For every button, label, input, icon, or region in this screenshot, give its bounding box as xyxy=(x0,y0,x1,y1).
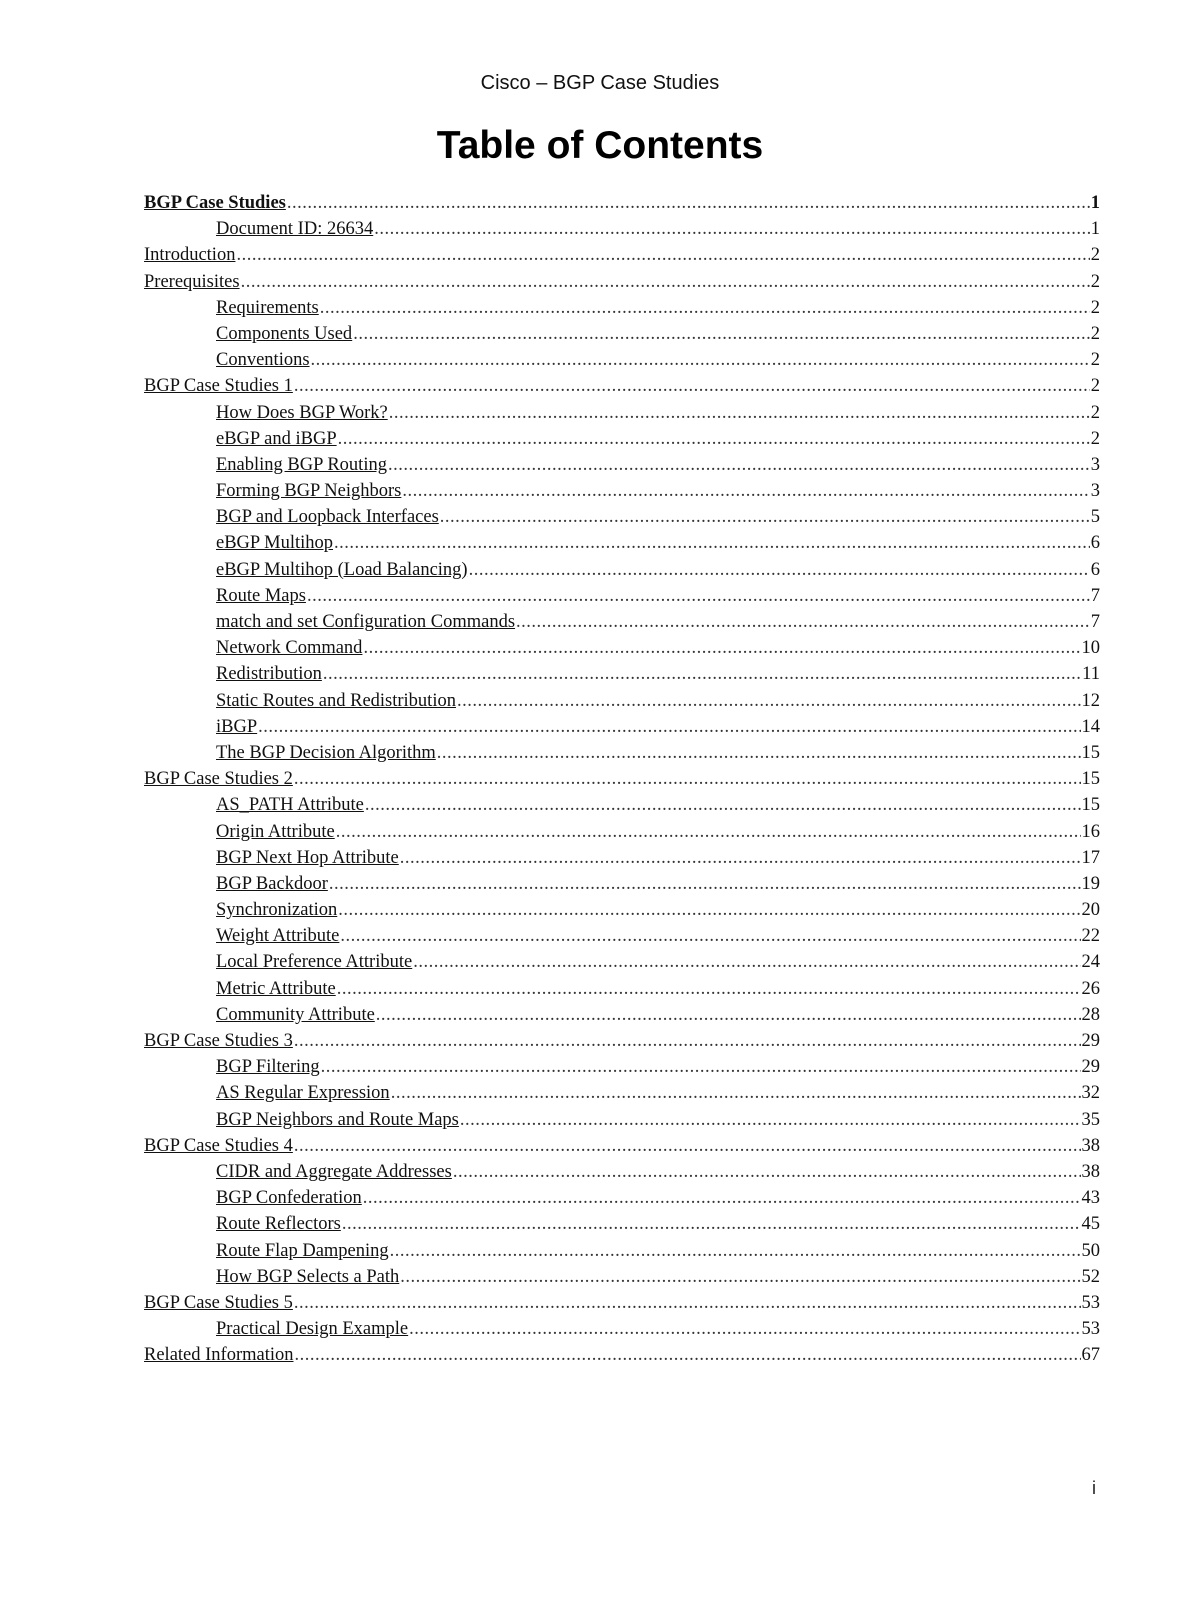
toc-page-number: 11 xyxy=(1082,664,1100,685)
dot-leader xyxy=(363,635,1080,661)
dot-leader xyxy=(321,1054,1081,1080)
table-of-contents xyxy=(144,190,1100,1368)
toc-page-number: 2 xyxy=(1090,350,1100,371)
dot-leader xyxy=(440,504,1090,530)
toc-page-number: 7 xyxy=(1090,612,1100,632)
toc-entry[interactable] xyxy=(144,740,1100,766)
toc-entry[interactable] xyxy=(144,1264,1100,1290)
dot-leader xyxy=(294,766,1081,792)
dot-leader xyxy=(400,845,1081,871)
dot-leader xyxy=(342,1211,1081,1237)
dot-leader xyxy=(337,976,1081,1002)
toc-entry-link[interactable]: BGP Case Studies xyxy=(144,193,286,213)
toc-entry[interactable] xyxy=(144,321,1100,347)
dot-leader xyxy=(236,242,1089,268)
dot-leader xyxy=(329,871,1081,897)
toc-entry-link[interactable]: BGP Confederation xyxy=(216,1188,362,1209)
dot-leader xyxy=(294,1028,1081,1054)
toc-entry[interactable] xyxy=(144,609,1100,635)
toc-page-number: 2 xyxy=(1090,245,1100,266)
toc-entry[interactable] xyxy=(144,1028,1100,1054)
toc-entry-link[interactable]: Synchronization xyxy=(216,900,338,921)
toc-entry[interactable] xyxy=(144,400,1100,426)
dot-leader xyxy=(365,792,1081,818)
toc-entry-link[interactable]: eBGP Multihop xyxy=(216,533,334,554)
toc-page-number: 35 xyxy=(1081,1109,1100,1130)
dot-leader xyxy=(516,609,1090,635)
toc-entry[interactable] xyxy=(144,1238,1100,1264)
toc-entry[interactable] xyxy=(144,190,1100,216)
dot-leader xyxy=(287,190,1090,216)
toc-entry[interactable] xyxy=(144,661,1100,687)
dot-leader xyxy=(388,452,1090,478)
toc-page-number: 1 xyxy=(1090,219,1100,240)
toc-entry-link[interactable]: Conventions xyxy=(216,350,310,371)
toc-entry[interactable] xyxy=(144,949,1100,975)
toc-entry-link[interactable]: Static Routes and Redistribution xyxy=(216,690,456,711)
toc-entry-link[interactable]: Introduction xyxy=(144,245,236,266)
dot-leader xyxy=(413,949,1080,975)
toc-entry-link[interactable]: How BGP Selects a Path xyxy=(216,1266,400,1287)
toc-entry-link[interactable]: Forming BGP Neighbors xyxy=(216,481,402,502)
toc-page-number: 19 xyxy=(1081,873,1100,894)
toc-entry-link[interactable]: BGP Case Studies 4 xyxy=(144,1135,293,1156)
dot-leader xyxy=(294,1133,1081,1159)
toc-entry[interactable] xyxy=(144,1159,1100,1185)
toc-entry[interactable] xyxy=(144,557,1100,583)
toc-entry-link[interactable]: Enabling BGP Routing xyxy=(216,454,387,475)
dot-leader xyxy=(469,557,1090,583)
toc-page-number: 15 xyxy=(1081,795,1100,816)
toc-entry[interactable] xyxy=(144,1185,1100,1211)
dot-leader xyxy=(374,216,1090,242)
toc-entry-link[interactable]: Related Information xyxy=(144,1345,294,1366)
toc-entry-link[interactable]: Community Attribute xyxy=(216,1004,375,1025)
toc-page-number: 24 xyxy=(1081,952,1100,973)
toc-page-number: 53 xyxy=(1081,1319,1100,1340)
toc-entry[interactable] xyxy=(144,269,1100,295)
toc-page-number: 10 xyxy=(1081,638,1100,659)
toc-entry[interactable] xyxy=(144,714,1100,740)
toc-page-number: 14 xyxy=(1081,716,1100,737)
toc-entry[interactable] xyxy=(144,635,1100,661)
toc-entry-link[interactable]: BGP Case Studies 1 xyxy=(144,376,293,397)
toc-page-number: 7 xyxy=(1090,585,1100,606)
toc-entry-link[interactable]: match and set Configuration Commands xyxy=(216,612,516,632)
dot-leader xyxy=(336,819,1081,845)
toc-entry-link[interactable]: BGP and Loopback Interfaces xyxy=(216,507,439,528)
dot-leader xyxy=(294,1290,1081,1316)
toc-entry[interactable] xyxy=(144,295,1100,321)
toc-entry[interactable] xyxy=(144,1211,1100,1237)
toc-entry-link[interactable]: AS_PATH Attribute xyxy=(216,795,364,816)
toc-entry[interactable] xyxy=(144,373,1100,399)
dot-leader xyxy=(391,1080,1081,1106)
toc-entry[interactable] xyxy=(144,347,1100,373)
toc-entry[interactable] xyxy=(144,976,1100,1002)
toc-entry-link[interactable]: The BGP Decision Algorithm xyxy=(216,742,436,763)
toc-entry[interactable] xyxy=(144,504,1100,530)
dot-leader xyxy=(453,1159,1081,1185)
dot-leader xyxy=(353,321,1090,347)
toc-page-number: 15 xyxy=(1081,769,1100,790)
toc-entry-link[interactable]: Route Maps xyxy=(216,585,306,606)
toc-page-number: 12 xyxy=(1081,690,1100,711)
dot-leader xyxy=(241,269,1090,295)
toc-entry[interactable] xyxy=(144,792,1100,818)
dot-leader xyxy=(307,583,1090,609)
dot-leader xyxy=(340,923,1080,949)
toc-page-number: 45 xyxy=(1081,1214,1100,1235)
dot-leader xyxy=(389,400,1090,426)
toc-entry-link[interactable]: Practical Design Example xyxy=(216,1319,409,1340)
toc-entry-link[interactable]: Local Preference Attribute xyxy=(216,952,413,973)
toc-entry-link[interactable]: Redistribution xyxy=(216,664,322,685)
dot-leader xyxy=(295,1342,1081,1368)
toc-entry-link[interactable]: Route Reflectors xyxy=(216,1214,341,1235)
toc-page-number: 2 xyxy=(1090,428,1100,449)
toc-page-number: 43 xyxy=(1081,1188,1100,1209)
toc-entry-link[interactable]: Origin Attribute xyxy=(216,821,335,842)
toc-entry-link[interactable]: BGP Case Studies 3 xyxy=(144,1031,293,1051)
toc-page-number: 29 xyxy=(1081,1031,1100,1051)
page-title: Table of Contents xyxy=(436,124,764,167)
dot-leader xyxy=(294,373,1090,399)
toc-entry-link[interactable]: Metric Attribute xyxy=(216,978,336,999)
toc-entry[interactable] xyxy=(144,426,1100,452)
dot-leader xyxy=(390,1238,1081,1264)
toc-entry-link[interactable]: Weight Attribute xyxy=(216,926,340,947)
toc-entry-link[interactable]: Network Command xyxy=(216,638,363,659)
toc-entry[interactable] xyxy=(144,1342,1100,1368)
toc-page-number: 5 xyxy=(1090,507,1100,528)
toc-page-number: 32 xyxy=(1081,1083,1100,1104)
toc-page-number: 26 xyxy=(1081,978,1100,999)
toc-page-number: 16 xyxy=(1081,821,1100,842)
toc-page-number: 28 xyxy=(1081,1004,1100,1025)
toc-entry[interactable] xyxy=(144,1133,1100,1159)
toc-page-number: 2 xyxy=(1090,323,1100,344)
toc-entry[interactable] xyxy=(144,242,1100,268)
toc-entry-link[interactable]: How Does BGP Work? xyxy=(216,402,388,423)
toc-entry-link[interactable]: Requirements xyxy=(216,297,319,318)
toc-page-number: 29 xyxy=(1081,1057,1100,1078)
toc-page-number: 17 xyxy=(1081,847,1100,868)
dot-leader xyxy=(363,1185,1081,1211)
toc-page-number: 52 xyxy=(1081,1266,1100,1287)
toc-page-number: 38 xyxy=(1081,1161,1100,1182)
toc-entry-link[interactable]: BGP Next Hop Attribute xyxy=(216,847,399,868)
toc-entry-link[interactable]: BGP Filtering xyxy=(216,1057,320,1078)
toc-entry[interactable] xyxy=(144,1080,1100,1106)
dot-leader xyxy=(334,530,1090,556)
toc-page-number: 3 xyxy=(1090,454,1100,475)
toc-entry[interactable] xyxy=(144,1290,1100,1316)
toc-page-number: 1 xyxy=(1090,193,1100,213)
toc-entry-link[interactable]: BGP Case Studies 5 xyxy=(144,1292,293,1313)
dot-leader xyxy=(338,897,1080,923)
dot-leader xyxy=(311,347,1090,373)
toc-page-number: 2 xyxy=(1090,271,1100,292)
dot-leader xyxy=(320,295,1090,321)
toc-entry-link[interactable]: Route Flap Dampening xyxy=(216,1240,389,1261)
toc-page-number: 38 xyxy=(1081,1135,1100,1156)
toc-page-number: 15 xyxy=(1081,742,1100,763)
toc-entry[interactable] xyxy=(144,216,1100,242)
toc-page-number: 22 xyxy=(1081,926,1100,947)
toc-page-number: 6 xyxy=(1090,559,1100,580)
dot-leader xyxy=(409,1316,1080,1342)
toc-entry-link[interactable]: Document ID: 26634 xyxy=(216,219,374,240)
toc-entry[interactable] xyxy=(144,871,1100,897)
toc-page-number: 2 xyxy=(1090,297,1100,318)
page-number: i xyxy=(1092,1478,1096,1498)
toc-entry[interactable] xyxy=(144,766,1100,792)
toc-entry[interactable] xyxy=(144,530,1100,556)
toc-entry-link[interactable]: eBGP and iBGP xyxy=(216,428,337,449)
dot-leader xyxy=(338,426,1090,452)
toc-page-number: 2 xyxy=(1090,376,1100,397)
toc-entry[interactable] xyxy=(144,923,1100,949)
dot-leader xyxy=(323,661,1081,687)
toc-entry[interactable] xyxy=(144,1002,1100,1028)
dot-leader xyxy=(258,714,1080,740)
toc-entry-link[interactable]: Prerequisites xyxy=(144,271,240,292)
dot-leader xyxy=(457,688,1081,714)
toc-entry[interactable] xyxy=(144,583,1100,609)
toc-page-number: 2 xyxy=(1090,402,1100,423)
toc-entry-link[interactable]: BGP Case Studies 2 xyxy=(144,769,293,790)
toc-entry-link[interactable]: BGP Neighbors and Route Maps xyxy=(216,1109,459,1130)
toc-entry[interactable] xyxy=(144,897,1100,923)
toc-page-number: 3 xyxy=(1090,481,1100,502)
toc-entry[interactable] xyxy=(144,1107,1100,1133)
toc-page-number: 6 xyxy=(1090,533,1100,554)
toc-entry-link[interactable]: iBGP xyxy=(216,716,258,737)
toc-page-number: 20 xyxy=(1081,900,1100,921)
toc-entry-link[interactable]: CIDR and Aggregate Addresses xyxy=(216,1161,452,1182)
toc-page-number: 53 xyxy=(1081,1292,1100,1313)
toc-entry-link[interactable]: BGP Backdoor xyxy=(216,873,328,894)
toc-entry-link[interactable]: eBGP Multihop (Load Balancing) xyxy=(216,559,468,580)
toc-entry[interactable] xyxy=(144,819,1100,845)
toc-page-number: 67 xyxy=(1081,1345,1100,1366)
dot-leader xyxy=(376,1002,1081,1028)
toc-entry[interactable] xyxy=(144,688,1100,714)
toc-entry[interactable] xyxy=(144,845,1100,871)
dot-leader xyxy=(460,1107,1081,1133)
toc-page-number: 50 xyxy=(1081,1240,1100,1261)
toc-entry[interactable] xyxy=(144,478,1100,504)
dot-leader xyxy=(400,1264,1080,1290)
toc-entry[interactable] xyxy=(144,452,1100,478)
dot-leader xyxy=(437,740,1081,766)
toc-entry[interactable] xyxy=(144,1316,1100,1342)
toc-entry-link[interactable]: Components Used xyxy=(216,323,353,344)
dot-leader xyxy=(402,478,1089,504)
toc-entry-link[interactable]: AS Regular Expression xyxy=(216,1083,390,1104)
running-header: Cisco – BGP Case Studies xyxy=(480,72,720,94)
toc-entry[interactable] xyxy=(144,1054,1100,1080)
